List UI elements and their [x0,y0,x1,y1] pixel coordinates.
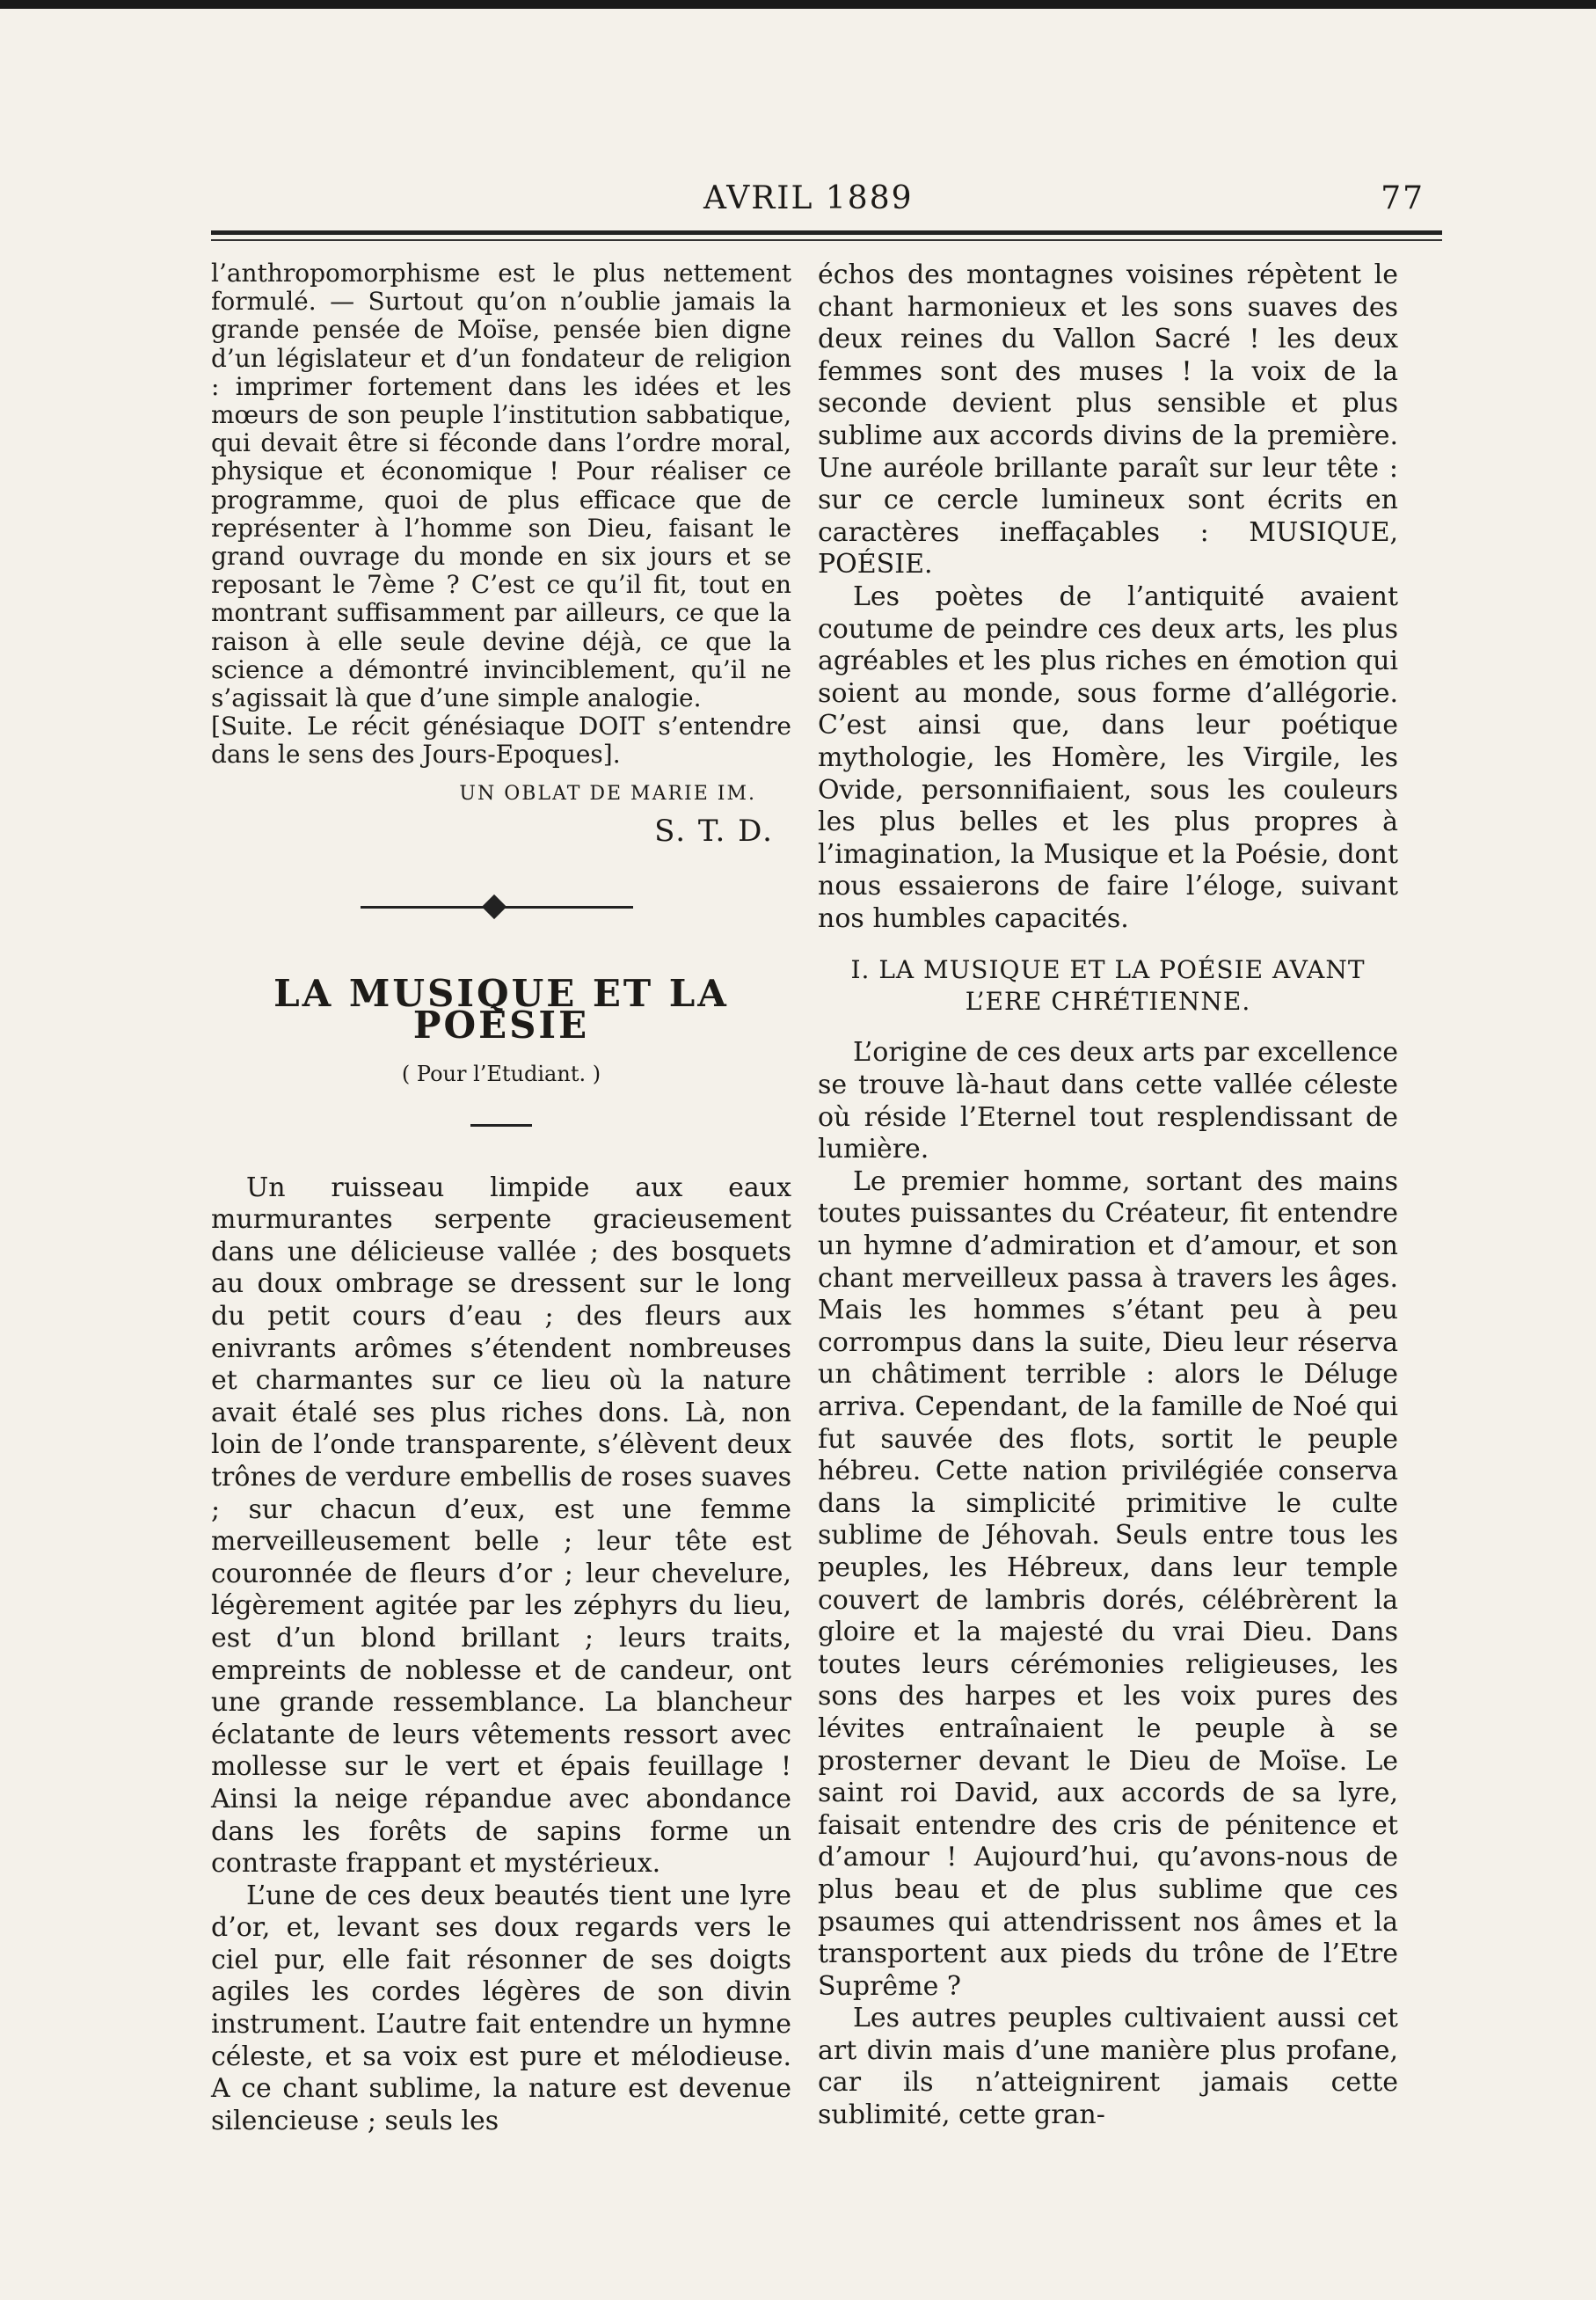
article-paragraph-3: échos des montagnes voisines répètent le chant harmonieux et les sons suaves des deux reines du Vallon Sacré ! les deux femmes sont des muses ! la voix de la seconde devient plus sensible et plus sublime aux accords divins de la première. Une auréole brillante paraît sur leur tête : sur ce cercle lumineux sont écrits en caractères ineffaçables : MUSIQUE, POÉSIE. [818,259,1398,580]
article-title: LA MUSIQUE ET LA POÉSIE [273,971,729,1048]
running-header [211,180,1460,224]
article-paragraph-4: Les poètes de l’antiquité avaient coutume de peindre ces deux arts, les plus agréables et les plus riches en émotion qui soient au monde, sous forme d’allégorie. C’est ainsi que, dans leur poétique mythologie, les Homère, les Virgile, les Ovide, personnifiaient, sous les couleurs les plus belles et les plus propres à l’imagination, la Musique et la Poésie, dont nous essaierons de faire l’éloge, suivant nos humbles capacités. [818,580,1398,934]
author-initials: S. T. D. [654,814,774,850]
suite-note: [Suite. Le récit génésiaque DOIT s’entendre dans le sens des Jours-Epoques]. [211,712,791,770]
article-paragraph-1: Un ruisseau limpide aux eaux murmurantes serpente gracieusement dans une délicieuse vallée ; des bosquets au doux ombrage se dressent sur le long du petit cours d’eau ; des fleurs aux enivrants arômes s’étendent nombreuses et charmantes sur ce lieu où la nature avait étalé ses plus riches dons. Là, non loin de l’onde transparente, s’élèvent deux trônes de verdure embellis de roses suaves ; sur chacun d’eux, est une femme merveilleusement belle ; leur tête est couronnée de fleurs d’or ; leur chevelure, légèrement agitée par les zéphyrs du lieu, est d’un blond brillant ; leurs traits, empreints de noblesse et de candeur, ont une grande ressemblance. La blancheur éclatante de leurs vêtements ressort avec mollesse sur le vert et épais feuillage ! Ainsi la neige répandue avec abondance dans les forêts de sapins forme un contraste frappant et mystérieux. [211,1172,791,1880]
section-ornament [211,880,791,932]
right-column [818,259,1398,2132]
section-heading: I. LA MUSIQUE ET LA POÉSIE AVANT L’ERE CHRÉTIENNE. [850,955,1366,1017]
left-column [211,259,791,2137]
continued-article-text: l’anthropomorphisme est le plus nettement formulé. — Surtout qu’on n’oublie jamais la grande pensée de Moïse, pensée bien digne d’un législateur et d’un fondateur de religion : imprimer fortement dans les idées et les mœurs de son peuple l’institution sabbatique, qui devait être si féconde dans l’ordre moral, physique et économique ! Pour réaliser ce programme, quoi de plus efficace que de représenter à l’homme son Dieu, faisant le grand ouvrage du monde en six jours et se reposant le 7ème ? C’est ce qu’il fit, tout en montrant suffisamment par ailleurs, ce que la raison à elle seule devine déjà, ce que la science a démontré invinciblement, qu’il ne s’agissait là que d’une simple analogie. [211,259,791,713]
article-byline: ( Pour l’Etudiant. ) [401,1062,601,1087]
page-top-edge [0,0,1596,9]
page-number: 77 [1381,180,1425,216]
header-date: AVRIL 1889 [703,180,914,216]
header-rule-thick [211,230,1442,235]
ornament-diamond-icon [482,894,506,919]
article-paragraph-7: Les autres peuples cultivaient aussi cet art divin mais d’une manière plus profane, car ils n’atteignirent jamais cette sublimité, cette gran- [818,2003,1398,2131]
title-separator [470,1124,532,1127]
article-paragraph-2: L’une de ces deux beautés tient une lyre d’or, et, levant ses doux regards vers le ciel pur, elle fait résonner de ses doigts agiles les cordes légères de son divin instrument. L’autre fait entendre un hymne céleste, et sa voix est pure et mélodieuse. A ce chant sublime, la nature est devenue silencieuse ; seuls les [211,1880,791,2136]
article-paragraph-6: Le premier homme, sortant des mains toutes puissantes du Créateur, fit entendre un hymne d’admiration et d’amour, et son chant merveilleux passa à travers les âges. Mais les hommes s’étant peu à peu corrompus dans la suite, Dieu leur réserva un châtiment terrible : alors le Déluge arriva. Cependant, de la famille de Noé qui fut sauvée des flots, sortit le peuple hébreu. Cette nation privilégiée conserva dans la simplicité primitive le culte sublime de Jéhovah. Seuls entre tous les peuples, les Hébreux, dans leur temple couvert de lambris dorés, célébrèrent la gloire et la majesté du vrai Dieu. Dans toutes leurs cérémonies religieuses, les sons des harpes et les voix pures des lévites entraînaient le peuple à se prosterner devant le Dieu de Moïse. Le saint roi David, aux accords de sa lyre, faisait entendre des cris de pénitence et d’amour ! Aujourd’hui, qu’avons-nous de plus beau et de plus sublime que ces psaumes qui attendrissent nos âmes et la transportent aux pieds du trône de l’Etre Suprême ? [818,1165,1398,2002]
header-rule-thin [211,239,1442,241]
article-paragraph-5: L’origine de ces deux arts par excellence se trouve là-haut dans cette vallée céleste où réside l’Eternel tout resplendissant de lumière. [818,1037,1398,1165]
author-signature: UN OBLAT DE MARIE IM. [459,782,756,805]
